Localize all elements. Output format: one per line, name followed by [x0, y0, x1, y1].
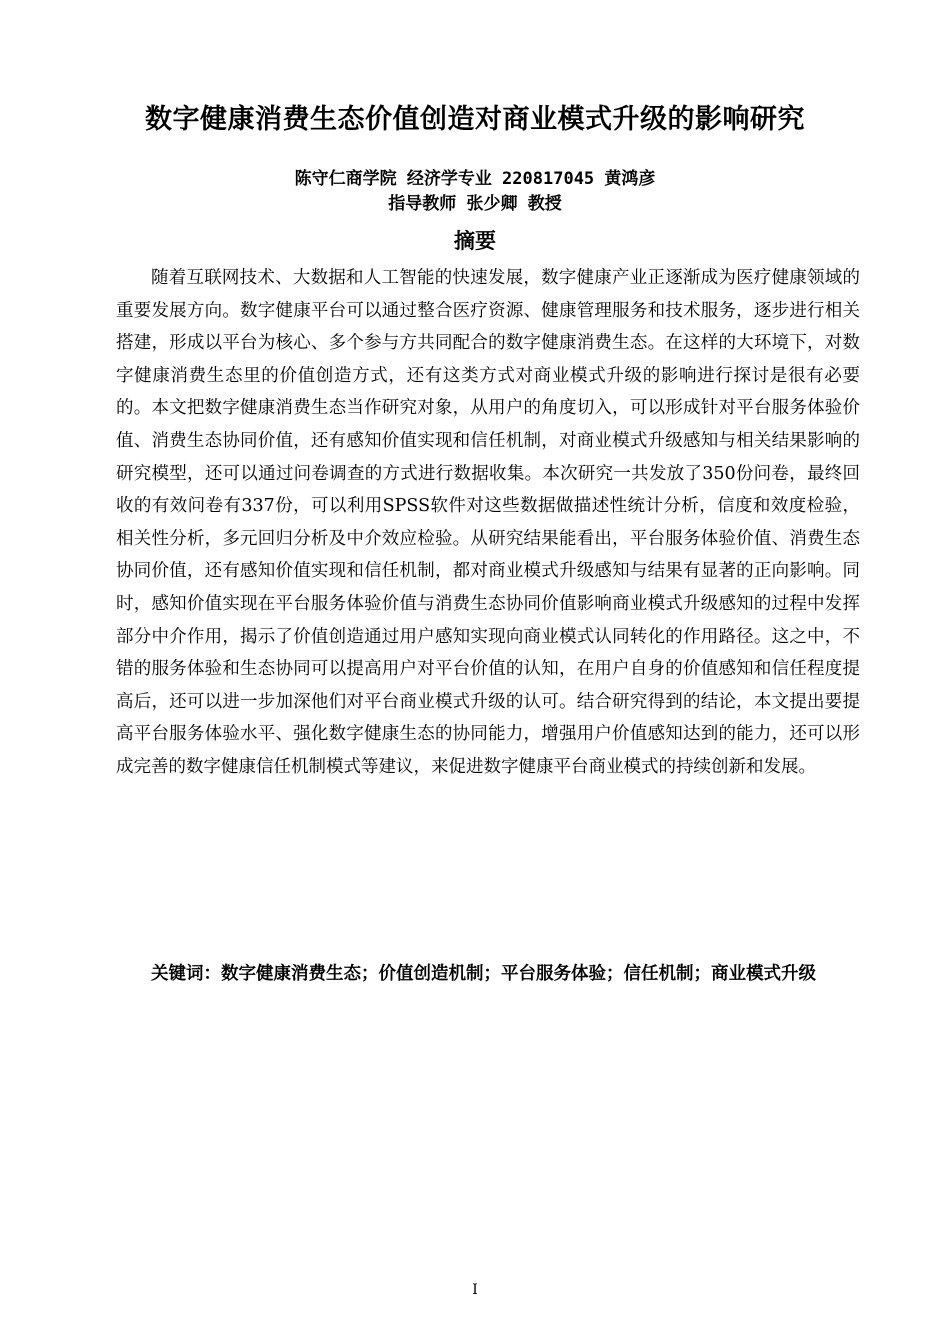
author-info: 陈守仁商学院 经济学专业 220817045 黄鸿彦	[294, 169, 656, 189]
page-number: I	[472, 1282, 478, 1298]
paper-title: 数字健康消费生态价值创造对商业模式升级的影响研究	[145, 104, 805, 135]
abstract-paragraph: 随着互联网技术、大数据和人工智能的快速发展，数字健康产业正逐渐成为医疗健康领域的重要发展方向。数字健康平台可以通过整合医疗资源、健康管理服务和技术服务，逐步进行相关搭建，形成以平台为核心、多个参与方共同配合的数字健康消费生态。在这样的大环境下，对数字健康消费生态里的价值创造方式，还有这类方式对商业模式升级的影响进行探讨是很有必要的。本文把数字健康消费生态当作研究对象，从用户的角度切入，可以形成针对平台服务体验价值、消费生态协同价值，还有感知价值实现和信任机制，对商业模式升级感知与相关结果影响的研究模型，还可以通过问卷调查的方式进行数据收集。本次研究一共发放了350份问卷，最终回收的有效问卷有337份，可以利用SPSS软件对这些数据做描述性统计分析，信度和效度检验，相关性分析，多元回归分析及中介效应检验。从研究结果能看出，平台服务体验价值、消费生态协同价值，还有感知价值实现和信任机制，都对商业模式升级感知与结果有显著的正向影响。同时，感知价值实现在平台服务体验价值与消费生态协同价值影响商业模式升级感知的过程中发挥部分中介作用，揭示了价值创造通过用户感知实现向商业模式认同转化的作用路径。这之中，不错的服务体验和生态协同可以提高用户对平台价值的认知，在用户自身的价值感知和信任程度提高后，还可以进一步加深他们对平台商业模式升级的认可。结合研究得到的结论，本文提出要提高平台服务体验水平、强化数字健康生态的协同能力，增强用户价值感知达到的能力，还可以形成完善的数字健康信任机制模式等建议，来促进数字健康平台商业模式的持续创新和发展。	[116, 268, 860, 777]
advisor-info: 指导教师 张少卿 教授	[388, 194, 562, 214]
keywords-line: 关键词：数字健康消费生态；价值创造机制；平台服务体验；信任机制；商业模式升级	[151, 964, 816, 984]
abstract-heading: 摘要	[454, 229, 496, 253]
